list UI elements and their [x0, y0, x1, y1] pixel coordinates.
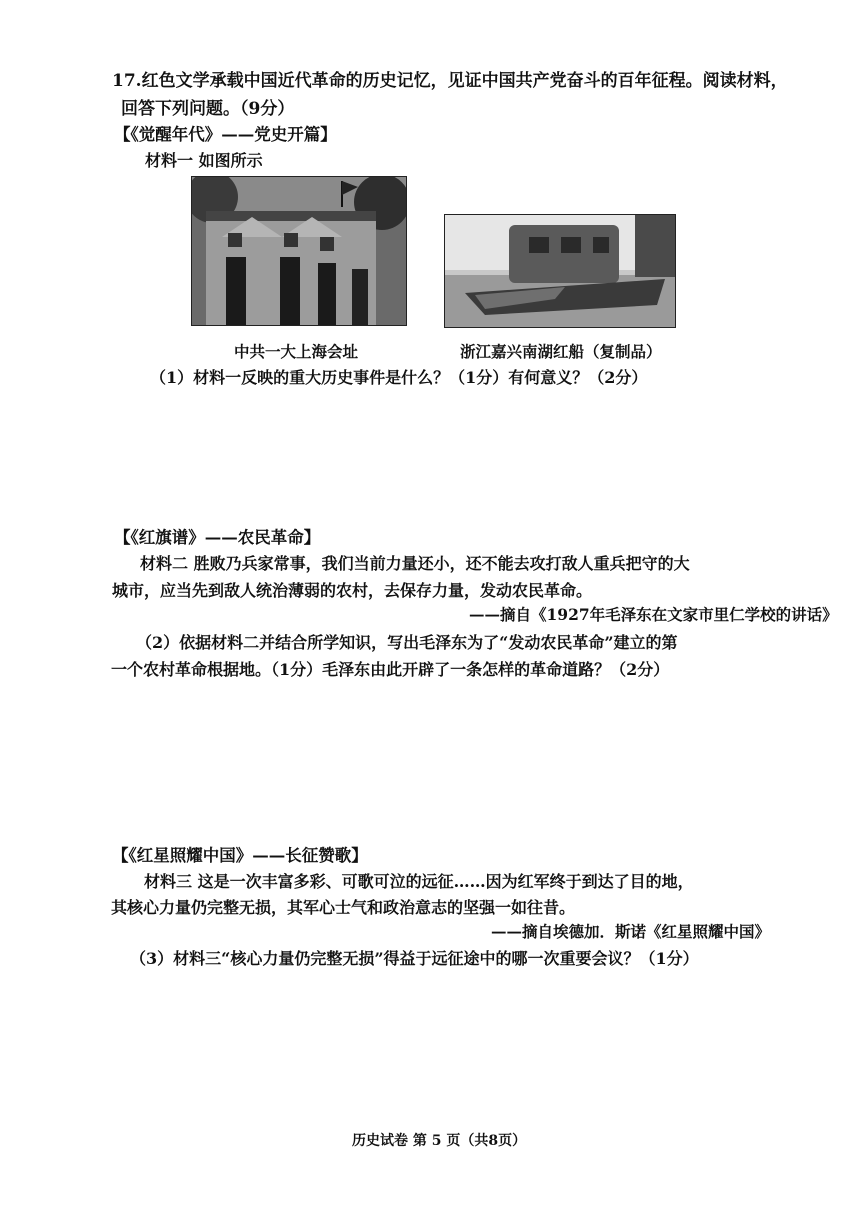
part3-question: （3）材料三“核心力量仍完整无损”得益于远征途中的哪一次重要会议？（1分） — [130, 949, 699, 968]
shanghai-site-image — [192, 177, 406, 325]
material-3-source: ——摘自埃德加．斯诺《红星照耀中国》 — [491, 922, 771, 941]
photo2-caption: 浙江嘉兴南湖红船（复制品） — [460, 342, 662, 361]
part2-header: 【《红旗谱》——农民革命】 — [114, 528, 321, 547]
material-3-line2: 其核心力量仍完整无损，其军心士气和政治意志的坚强一如往昔。 — [111, 898, 576, 917]
material-2-line2: 城市，应当先到敌人统治薄弱的农村，去保存力量，发动农民革命。 — [112, 581, 593, 600]
question-17-line2: 回答下列问题。（9分） — [121, 99, 295, 119]
part2-question-line1: （2）依据材料二并结合所学知识，写出毛泽东为了“发动农民革命”建立的第 — [136, 633, 678, 652]
part3-header: 【《红星照耀中国》——长征赞歌】 — [112, 846, 368, 865]
red-boat-image — [445, 215, 675, 327]
photo-shanghai-site — [191, 176, 407, 326]
material-2-source: ——摘自《1927年毛泽东在文家市里仁学校的讲话》 — [469, 605, 838, 624]
photo-red-boat — [444, 214, 676, 328]
photo1-caption: 中共一大上海会址 — [234, 342, 359, 361]
question-17-line1: 17.红色文学承载中国近代革命的历史记忆，见证中国共产党奋斗的百年征程。阅读材料， — [112, 71, 788, 91]
part1-header: 【《觉醒年代》——党史开篇】 — [114, 125, 337, 144]
part1-question: （1）材料一反映的重大历史事件是什么？（1分）有何意义？（2分） — [150, 368, 648, 387]
part2-question-line2: 一个农村革命根据地。（1分）毛泽东由此开辟了一条怎样的革命道路？（2分） — [111, 660, 670, 679]
material-3-line1: 材料三 这是一次丰富多彩、可歌可泣的远征……因为红军终于到达了目的地， — [144, 872, 694, 891]
material-2-line1: 材料二 胜败乃兵家常事，我们当前力量还小，还不能去攻打敌人重兵把守的大 — [140, 554, 690, 573]
page-footer: 历史试卷 第 5 页（共8页） — [352, 1133, 527, 1149]
material-1-label: 材料一 如图所示 — [145, 151, 263, 170]
